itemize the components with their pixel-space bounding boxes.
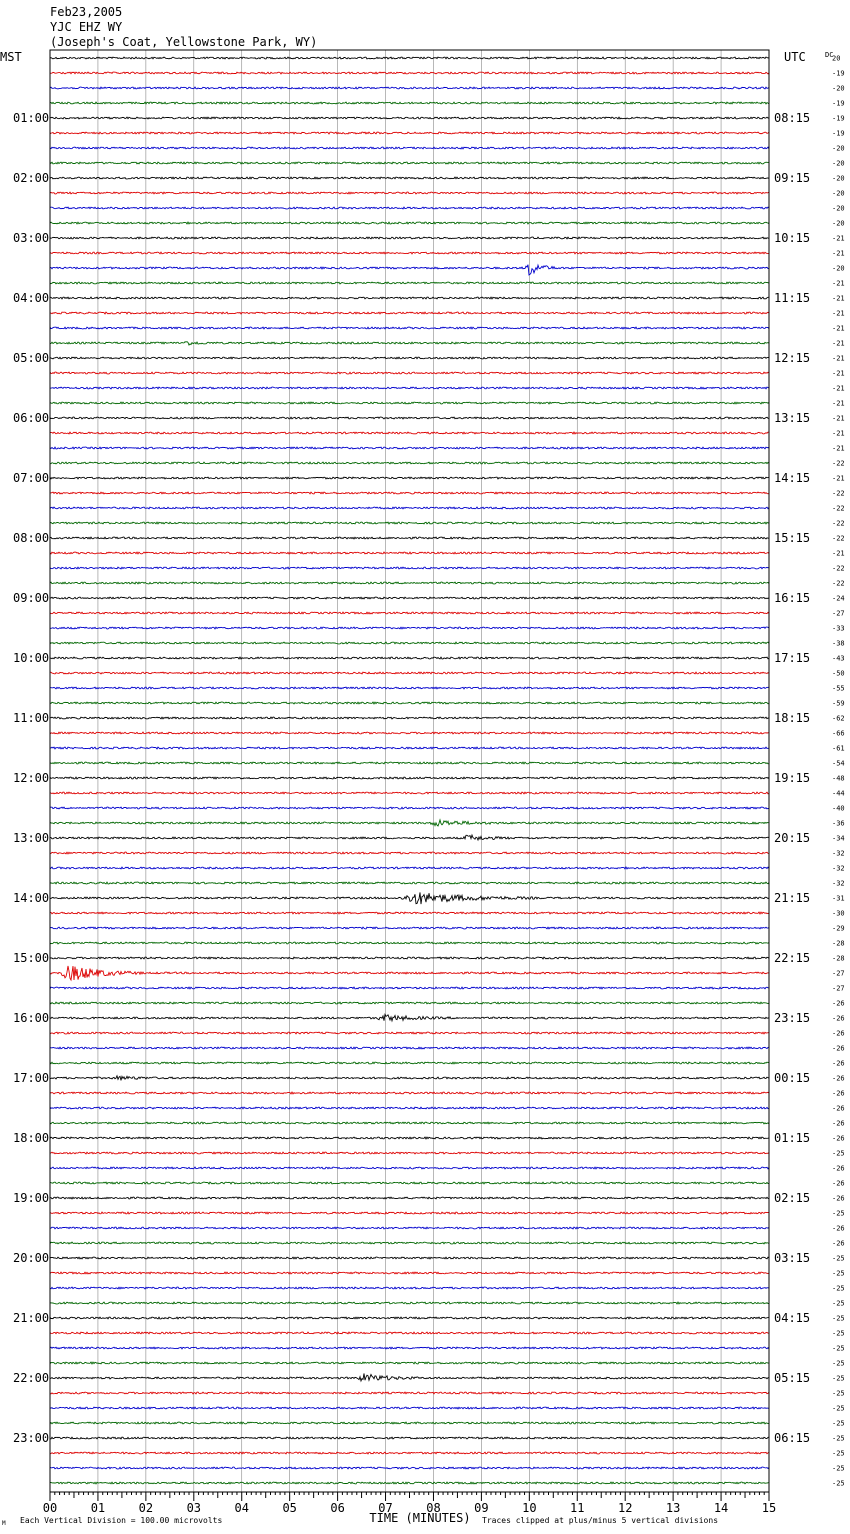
utc-hour-label: 13:15 [774,411,811,425]
trace-group [50,57,769,1484]
trace-line [50,582,769,584]
mst-hour-label: 17:00 [13,1071,50,1085]
dc-offset-label: -22 [832,504,845,513]
trace-line [50,892,769,904]
dc-offset-label: -25 [832,1329,845,1338]
trace-line [50,1122,769,1124]
dc-offset-label: -21 [832,234,845,243]
utc-hour-label: 22:15 [774,951,811,965]
trace-line [50,612,769,614]
dc-offset-label: -26 [832,1179,845,1188]
trace-line [50,702,769,704]
trace-line [50,912,769,914]
dc-offset-label: -31 [832,894,845,903]
trace-line [50,357,769,359]
dc-offset-label: -27 [832,609,845,618]
dc-offset-label: -26 [832,1119,845,1128]
dc-offset-label: -21 [832,279,845,288]
dc-offset-label: -62 [832,714,845,723]
dc-offset-label: -25 [832,1149,845,1158]
trace-line [50,820,769,826]
trace-line [50,372,769,374]
trace-line [50,1002,769,1004]
utc-hour-label: 20:15 [774,831,811,845]
trace-line [50,1287,769,1289]
dc-offset-label: -50 [832,669,845,678]
x-tick-label: 07 [378,1501,393,1515]
trace-line [50,537,769,539]
right-zone-label: UTC [784,50,806,64]
dc-offset-label: -21 [832,399,845,408]
dc-offset-label: -22 [832,519,845,528]
dc-offset-label: -19 [832,129,845,138]
trace-line [50,762,769,764]
dc-offset-label: -20 [832,204,845,213]
x-axis-title: TIME (MINUTES) [369,1511,471,1525]
trace-line [50,237,769,239]
trace-line [50,987,769,989]
trace-line [50,1152,769,1154]
corner-mark: M [2,1520,6,1527]
trace-line [50,1422,769,1424]
dc-offset-label: -26 [832,1029,845,1038]
utc-hour-label: 10:15 [774,231,811,245]
x-tick-label: 05 [282,1501,297,1515]
trace-line [50,1212,769,1214]
dc-offset-label: -25 [832,1359,845,1368]
utc-hour-label: 23:15 [774,1011,811,1025]
dc-offset-label: -28 [832,954,845,963]
utc-hour-label: 08:15 [774,111,811,125]
dc-offset-label: -26 [832,1224,845,1233]
dc-offset-label: -21 [832,384,845,393]
trace-line [50,867,769,869]
trace-line [50,297,769,299]
dc-offset-label: -21 [832,444,845,453]
utc-hour-label: 14:15 [774,471,811,485]
dc-offset-label: -25 [832,1419,845,1428]
mst-hour-label: 22:00 [13,1371,50,1385]
trace-line [50,492,769,494]
dc-offset-label: -44 [832,789,845,798]
trace-line [50,1332,769,1334]
trace-line [50,717,769,719]
x-tick-label: 01 [90,1501,106,1515]
dc-offset-label: -22 [832,489,845,498]
utc-hour-label: 12:15 [774,351,811,365]
dc-offset-label: -21 [832,309,845,318]
dc-offset-label: -26 [832,1014,845,1023]
utc-hour-label: 11:15 [774,291,811,305]
trace-line [50,147,769,149]
dc-offset-label: -25 [832,1284,845,1293]
trace-line [50,282,769,284]
dc-offset-label: -54 [832,759,845,768]
dc-offset-label: -22 [832,459,845,468]
dc-offset-label: -26 [832,999,845,1008]
trace-line [50,852,769,854]
utc-hour-label: 19:15 [774,771,811,785]
dc-offset-label: -43 [832,654,845,663]
dc-offset-label: -25 [832,1464,845,1473]
utc-hour-label: 09:15 [774,171,811,185]
x-tick-label: 06 [330,1501,345,1515]
dc-offset-label: -22 [832,579,845,588]
utc-hour-labels [774,111,810,1445]
dc-offset-label: -21 [832,474,845,483]
station-label: YJC EHZ WY [50,20,123,34]
trace-line [50,747,769,749]
dc-offset-label: -21 [832,429,845,438]
trace-line [50,1482,769,1484]
dc-offset-label: -19 [832,69,845,78]
utc-hour-label: 17:15 [774,651,811,665]
trace-line [50,1062,769,1064]
dc-offset-label: -20 [832,174,845,183]
mst-hour-label: 01:00 [13,111,50,125]
dc-offset-label: -21 [832,354,845,363]
utc-hour-label: 18:15 [774,711,811,725]
time-gridlines [98,50,721,1492]
utc-hour-label: 05:15 [774,1371,811,1385]
x-tick-label: 15 [761,1501,777,1515]
dc-offset-label: -20 [832,219,845,228]
mst-hour-label: 12:00 [13,771,50,785]
trace-line [50,567,769,569]
trace-line [50,1032,769,1034]
trace-line [50,1137,769,1139]
trace-line [50,552,769,554]
dc-offset-label: -25 [832,1269,845,1278]
trace-line [50,1014,769,1020]
mst-hour-label: 14:00 [13,891,50,905]
trace-line [50,942,769,944]
trace-line [50,1242,769,1244]
trace-line [50,327,769,329]
trace-line [50,1317,769,1319]
trace-line [50,57,769,59]
trace-line [50,1452,769,1454]
dc-offset-label: -20 [832,189,845,198]
utc-hour-label: 00:15 [774,1071,811,1085]
trace-line [50,1302,769,1304]
dc-offset-label: -21 [832,369,845,378]
dc-offset-label: -55 [832,684,845,693]
dc-offset-label: -20 [832,159,845,168]
dc-offset-label: -19 [832,99,845,108]
trace-line [50,1347,769,1349]
dc-offset-label: -25 [832,1434,845,1443]
trace-line [50,957,769,959]
trace-line [50,312,769,314]
trace-line [50,807,769,809]
trace-line [50,72,769,74]
dc-offset-label: -25 [832,1344,845,1353]
dc-offset-label: -32 [832,849,845,858]
dc-offset-label: -66 [832,729,845,738]
x-tick-label: 12 [617,1501,633,1515]
dc-offset-label: -21 [832,339,845,348]
dc-offset-label: -25 [832,1374,845,1383]
mst-hour-label: 10:00 [13,651,50,665]
trace-line [50,835,769,840]
trace-line [50,87,769,89]
dc-label: DC [825,51,834,59]
dc-offset-label: -28 [832,939,845,948]
trace-line [50,477,769,479]
dc-offset-label: -25 [832,1254,845,1263]
mst-hour-label: 04:00 [13,291,50,305]
trace-line [50,162,769,164]
trace-line [50,252,769,254]
trace-line [50,882,769,884]
trace-line [50,1197,769,1199]
dc-offset-label: -20 [832,264,845,273]
mst-hour-label: 07:00 [13,471,50,485]
trace-line [50,732,769,734]
mst-hour-label: 13:00 [13,831,50,845]
mst-hour-label: 15:00 [13,951,50,965]
mst-hour-label: 20:00 [13,1251,50,1265]
trace-line [50,687,769,689]
utc-hour-label: 04:15 [774,1311,811,1325]
mst-hour-label: 18:00 [13,1131,50,1145]
dc-offset-label: -26 [832,1104,845,1113]
trace-line [50,447,769,449]
dc-offset-label: -30 [832,909,845,918]
dc-offset-label: -40 [832,804,845,813]
dc-offset-label: -21 [832,294,845,303]
dc-offset-label: -24 [832,594,845,603]
dc-offset-label: -22 [832,564,845,573]
trace-line [50,117,769,119]
trace-line [50,507,769,509]
left-zone-label: MST [0,50,22,64]
dc-offset-label: -38 [832,639,845,648]
dc-offset-label: -33 [832,624,845,633]
trace-line [50,1437,769,1439]
x-tick-label: 08 [426,1501,441,1515]
trace-line [50,966,769,980]
trace-line [50,777,769,779]
x-tick-label: 02 [138,1501,154,1515]
vertical-division-note: Each Vertical Division = 100.00 microvolts [20,1516,223,1525]
mst-hour-label: 08:00 [13,531,50,545]
clipping-note: Traces clipped at plus/minus 5 vertical divisions [482,1516,719,1525]
dc-offset-label: -21 [832,249,845,258]
dc-offset-label: -61 [832,744,845,753]
trace-line [50,1272,769,1274]
trace-line [50,132,769,134]
mst-hour-label: 05:00 [13,351,50,365]
dc-offset-label: -48 [832,774,845,783]
dc-offset-label: -25 [832,1299,845,1308]
dc-offset-label: -21 [832,549,845,558]
utc-hour-label: 02:15 [774,1191,811,1205]
trace-line [50,402,769,404]
date-label: Feb23,2005 [50,5,123,19]
dc-offset-label: -26 [832,1239,845,1248]
trace-line [50,1257,769,1259]
mst-hour-label: 19:00 [13,1191,50,1205]
dc-offset-label: 20 [832,54,841,63]
mst-hour-label: 06:00 [13,411,50,425]
x-tick-label: 04 [234,1501,249,1515]
trace-line [50,192,769,194]
trace-line [50,657,769,659]
x-tick-label: 13 [665,1501,681,1515]
trace-line [50,927,769,929]
utc-hour-label: 21:15 [774,891,811,905]
x-tick-label: 14 [713,1501,729,1515]
dc-offset-label: -26 [832,1044,845,1053]
mst-hour-label: 09:00 [13,591,50,605]
dc-offset-label: -25 [832,1314,845,1323]
dc-offset-labels [832,55,845,1488]
trace-line [50,1076,769,1081]
plot-frame [50,50,769,1492]
trace-line [50,387,769,389]
dc-offset-label: -26 [832,1194,845,1203]
dc-offset-label: -32 [832,879,845,888]
dc-offset-label: -26 [832,1059,845,1068]
trace-line [50,1047,769,1049]
trace-line [50,1362,769,1364]
dc-offset-label: -29 [832,924,845,933]
trace-line [50,102,769,104]
dc-offset-label: -25 [832,1389,845,1398]
dc-offset-label: -26 [832,1134,845,1143]
trace-line [50,1467,769,1469]
trace-line [50,597,769,599]
dc-offset-label: -27 [832,969,845,978]
trace-line [50,1374,769,1381]
x-tick-label: 09 [474,1501,489,1515]
dc-offset-label: -25 [832,1479,845,1488]
dc-offset-label: -26 [832,1074,845,1083]
dc-offset-label: -25 [832,1209,845,1218]
trace-line [50,207,769,209]
utc-hour-label: 16:15 [774,591,811,605]
trace-line [50,522,769,524]
mst-hour-label: 02:00 [13,171,50,185]
dc-offset-label: -21 [832,324,845,333]
x-tick-label: 03 [186,1501,202,1515]
utc-hour-label: 03:15 [774,1251,811,1265]
trace-line [50,432,769,434]
trace-line [50,1392,769,1394]
dc-offset-label: -26 [832,1089,845,1098]
trace-line [50,792,769,794]
mst-hour-label: 11:00 [13,711,50,725]
trace-line [50,1107,769,1109]
trace-line [50,1092,769,1094]
mst-hour-label: 03:00 [13,231,50,245]
dc-offset-label: -21 [832,414,845,423]
trace-line [50,627,769,629]
dc-offset-label: -32 [832,864,845,873]
trace-line [50,1407,769,1409]
dc-offset-label: -20 [832,84,845,93]
trace-line [50,265,769,275]
utc-hour-label: 01:15 [774,1131,811,1145]
dc-offset-label: -22 [832,534,845,543]
dc-offset-label: -34 [832,834,845,843]
dc-offset-label: -25 [832,1404,845,1413]
trace-line [50,1167,769,1169]
dc-offset-label: -25 [832,1449,845,1458]
trace-line [50,222,769,224]
trace-line [50,417,769,419]
dc-offset-label: -59 [832,699,845,708]
dc-offset-label: -36 [832,819,845,828]
trace-line [50,342,769,345]
trace-line [50,177,769,179]
mst-hour-label: 23:00 [13,1431,50,1445]
location-label: (Joseph's Coat, Yellowstone Park, WY) [50,35,318,49]
x-tick-label: 11 [570,1501,585,1515]
dc-offset-label: -26 [832,1164,845,1173]
trace-line [50,672,769,674]
mst-hour-labels [13,111,49,1445]
mst-hour-label: 21:00 [13,1311,50,1325]
x-tick-label: 00 [42,1501,58,1515]
dc-offset-label: -20 [832,144,845,153]
dc-offset-label: -27 [832,984,845,993]
trace-line [50,462,769,464]
trace-line [50,1227,769,1229]
utc-hour-label: 06:15 [774,1431,811,1445]
utc-hour-label: 15:15 [774,531,811,545]
trace-line [50,1182,769,1184]
dc-offset-label: -19 [832,114,845,123]
x-tick-label: 10 [522,1501,537,1515]
mst-hour-label: 16:00 [13,1011,50,1025]
trace-line [50,642,769,644]
